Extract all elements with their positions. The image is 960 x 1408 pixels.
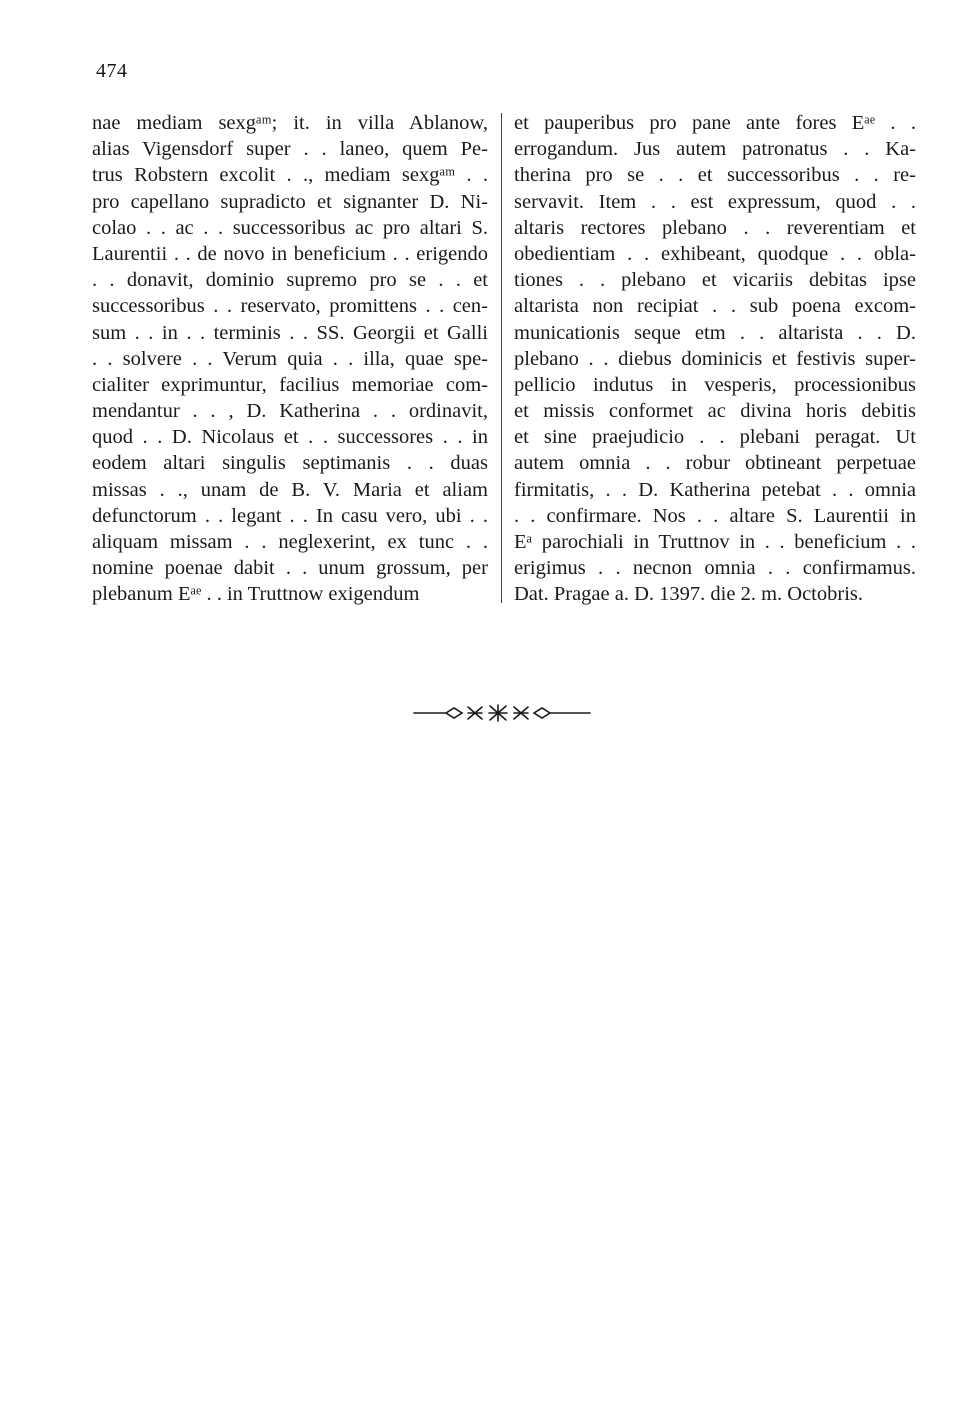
text-line: aliquam missam . . neglexerint, ex tunc . .	[92, 531, 488, 553]
text-line: cialiter exprimuntur, facilius memoriae com-	[92, 373, 488, 396]
text-line: successoribus . . reservato, promittens . . cen-	[92, 295, 488, 318]
text-line: alias Vigensdorf super . . laneo, quem Pe-	[92, 138, 488, 161]
end-of-section-ornament-icon	[412, 702, 592, 724]
text-line: colao . . ac . . successoribus ac pro altari S.	[92, 216, 488, 239]
text-line: altaris rectores plebano . . reverentiam et	[514, 216, 916, 239]
text-line: Laurentii . . de novo in beneficium . . erigendo	[92, 242, 488, 265]
text-line: autem omnia . . robur obtineant perpetuae	[514, 452, 916, 475]
left-text-column	[92, 110, 488, 608]
text-line: mendantur . . , D. Katherina . . ordinavit,	[92, 400, 488, 423]
text-line: Dat. Pragae a. D. 1397. die 2. m. Octobris.	[514, 583, 863, 606]
text-line: et missis conformet ac divina horis debitis	[514, 400, 916, 423]
page-number: 474	[96, 60, 128, 82]
text-line: . . solvere . . Verum quia . . illa, quae spe-	[92, 347, 488, 370]
text-line: Eᵃ parochiali in Truttnov in . . beneficium . .	[514, 531, 916, 553]
text-line: trus Robstern excolit . ., mediam sexgᵃᵐ . .	[92, 164, 488, 187]
text-line: eodem altari singulis septimanis . . duas	[92, 452, 488, 475]
text-line: therina pro se . . et successoribus . . re-	[514, 164, 916, 187]
text-line: nomine poenae dabit . . unum grossum, per	[92, 557, 488, 580]
text-line: defunctorum . . legant . . In casu vero, ubi . .	[92, 504, 488, 527]
text-line: quod . . D. Nicolaus et . . successores . . in	[92, 426, 488, 449]
right-text-column	[514, 110, 916, 608]
text-line: altarista non recipiat . . sub poena excom-	[514, 295, 916, 318]
text-line: et sine praejudicio . . plebani peragat. Ut	[514, 426, 916, 449]
text-line: missas . ., unam de B. V. Maria et aliam	[92, 478, 488, 501]
text-line: nae mediam sexgᵃᵐ; it. in villa Ablanow,	[92, 112, 488, 134]
text-line: obedientiam . . exhibeant, quodque . . obla-	[514, 242, 916, 265]
text-line: firmitatis, . . D. Katherina petebat . . omnia	[514, 478, 916, 501]
text-line: errogandum. Jus autem patronatus . . Ka-	[514, 138, 916, 161]
column-divider	[501, 113, 502, 603]
text-line: . . confirmare. Nos . . altare S. Laurentii in	[514, 504, 916, 527]
text-line: plebano . . diebus dominicis et festivis super-	[514, 347, 916, 370]
text-line: plebanum Eᵃᵉ . . in Truttnow exigendum	[92, 583, 420, 606]
text-line: servavit. Item . . est expressum, quod . .	[514, 190, 916, 213]
text-line: erigimus . . necnon omnia . . confirmamus.	[514, 557, 916, 580]
text-line: . . donavit, dominio supremo pro se . . et	[92, 269, 488, 292]
text-line: et pauperibus pro pane ante fores Eᵃᵉ . .	[514, 112, 916, 134]
text-line: pellicio indutus in vesperis, processionibus	[514, 373, 916, 396]
text-line: sum . . in . . terminis . . SS. Georgii et Galli	[92, 321, 488, 344]
text-line: pro capellano supradicto et signanter D. Ni-	[92, 190, 488, 213]
text-line: tiones . . plebano et vicariis debitas ipse	[514, 269, 916, 292]
text-line: municationis seque etm . . altarista . . D.	[514, 321, 916, 344]
